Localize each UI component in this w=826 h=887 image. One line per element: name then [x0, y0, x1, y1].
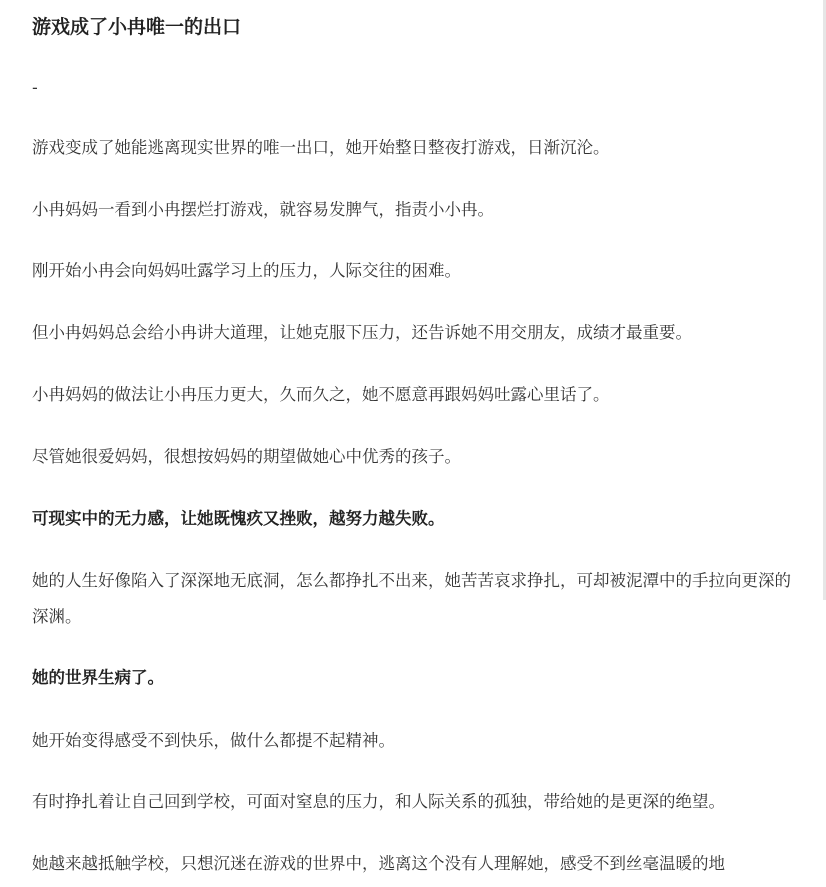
paragraph: 小冉妈妈的做法让小冉压力更大，久而久之，她不愿意再跟妈妈吐露心里话了。: [32, 385, 610, 404]
paragraph: 小冉妈妈一看到小冉摆烂打游戏，就容易发脾气，指责小小冉。: [32, 200, 494, 219]
paragraph: 游戏变成了她能逃离现实世界的唯一出口，她开始整日整夜打游戏，日渐沉沦。: [32, 138, 610, 157]
paragraph: 她的人生好像陷入了深深地无底洞，怎么都挣扎不出来，她苦苦哀求挣扎，可却被泥潭中的手拉向更深的深渊。: [32, 571, 791, 626]
scrollbar[interactable]: [822, 0, 826, 887]
section-heading: 游戏成了小冉唯一的出口: [32, 16, 242, 38]
paragraph: 她越来越抵触学校，只想沉迷在游戏的世界中，逃离这个没有人理解她，感受不到丝毫温暖的地: [32, 854, 725, 873]
paragraph: 刚开始小冉会向妈妈吐露学习上的压力，人际交往的困难。: [32, 261, 461, 280]
paragraph-bold: 可现实中的无力感，让她既愧疚又挫败，越努力越失败。: [32, 509, 445, 528]
paragraph: 但小冉妈妈总会给小冉讲大道理，让她克服下压力，还告诉她不用交朋友，成绩才最重要。: [32, 323, 692, 342]
paragraph-bold: 她的世界生病了。: [32, 668, 164, 687]
paragraph: 尽管她很爱妈妈，很想按妈妈的期望做她心中优秀的孩子。: [32, 447, 461, 466]
separator-dash: -: [32, 78, 38, 97]
paragraph: 有时挣扎着让自己回到学校，可面对窒息的压力，和人际关系的孤独，带给她的是更深的绝望。: [32, 792, 725, 811]
paragraph: 她开始变得感受不到快乐，做什么都提不起精神。: [32, 731, 395, 750]
